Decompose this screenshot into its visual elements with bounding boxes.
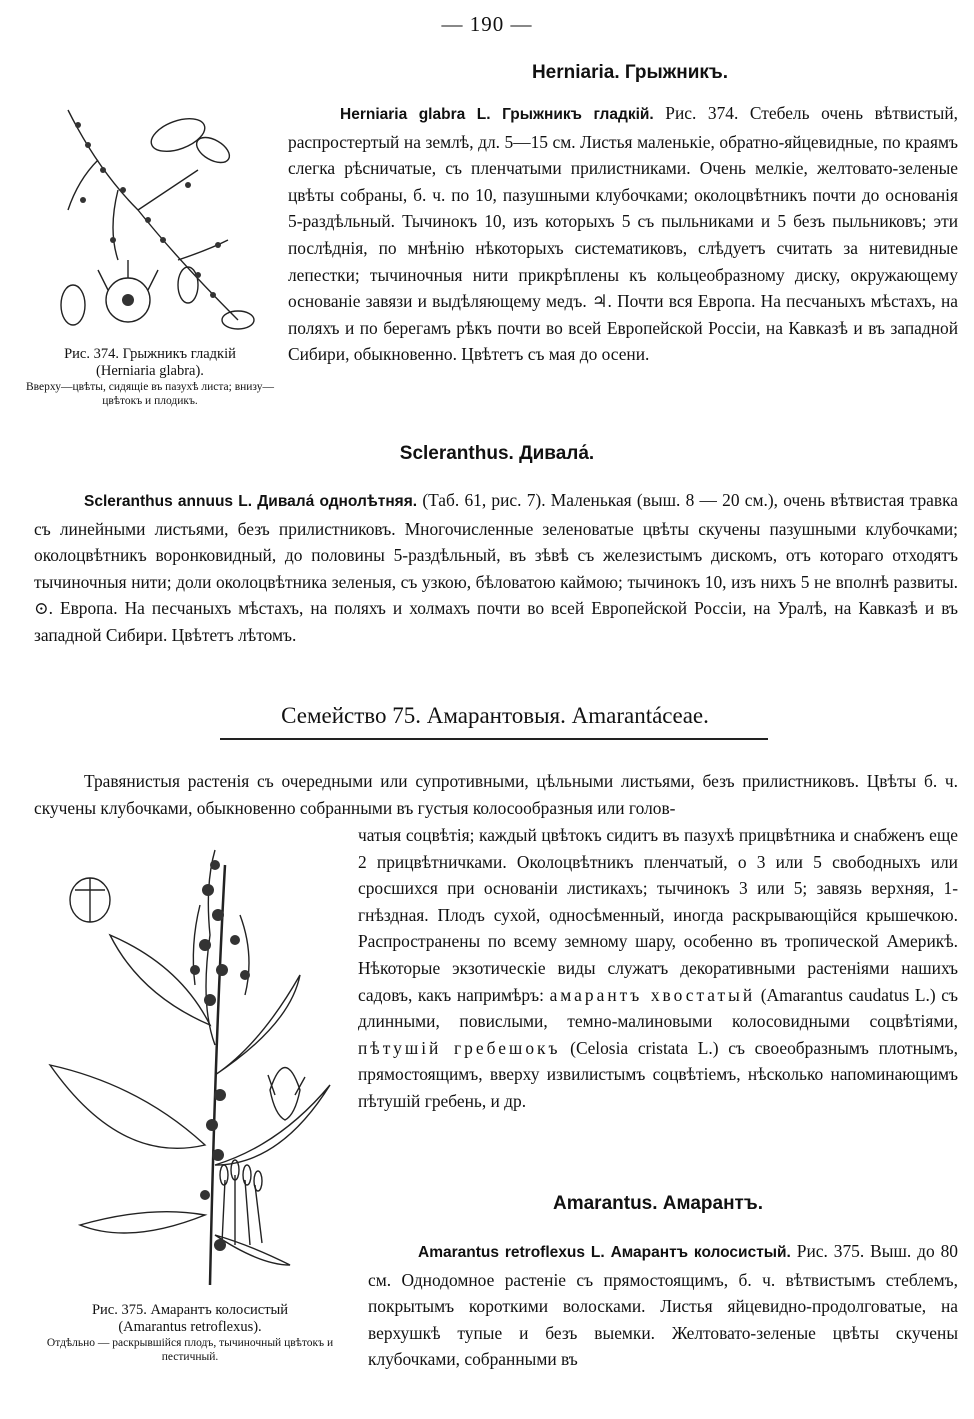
scleranthus-latin-name: Scleranthus annuus L. xyxy=(84,493,253,510)
family-intro-text-2b: съ длинными, повислыми, темно-малиновыми колосовидными соцвѣтіями, xyxy=(358,984,959,1032)
scleranthus-body-1: (Таб. 61, рис. 7). Маленькая (выш. 8 — 20 см.), очень вѣтвистая травка съ линейными листьями, безъ прилистниковъ. Многочисленные зеленоватые цвѣты скучены пазушными клубочками; околоцвѣтникъ воронковидный, до половины 5-раздѣльный, въ зѣвѣ съ железистымъ дискомъ, отъ котораго отходятъ тычиночныя нити; доли околоцвѣтника зеленыя, съ узкою, бѣловатою каймою; тычинокъ 10, изъ нихъ 5 не вполнѣ развиты. xyxy=(34,490,958,592)
family-intro-text-1: Травянистыя растенія съ очередными или супротивными, цѣльными листьями, безъ прилистниковъ. Цвѣты б. ч. скучены клубочками, обыкновенно собранными въ густыя колосообразныя или голов- xyxy=(34,771,958,818)
herniaria-russian-name: Грыжникъ гладкій. xyxy=(502,106,654,123)
amarantus-body: Рис. 375. Выш. до 80 см. Однодомное растеніе съ прямостоящимъ, б. ч. вѣтвистымъ стеблемъ, покрытымъ короткими волосками. Листья яйцевидно-продолговатые, на верхушкѣ тупые и безъ выемки. Желтовато-зеленые цвѣты скучены клубочками, собранными въ xyxy=(368,1241,958,1370)
figure-374-latin: (Herniaria glabra). xyxy=(96,363,204,379)
amarantus-latin-name: Amarantus retroflexus L. xyxy=(418,1244,605,1261)
family-intro-text-2a: чатыя соцвѣтія; каждый цвѣтокъ сидитъ въ пазухѣ прицвѣтника и снабженъ еще 2 прицвѣтничками. Околоцвѣтникъ пленчатый, о 3 или 5 свободныхъ или сросшихся при основаніи листикахъ; тычинокъ 3 или 5; завязь верхняя, 1-гнѣздная. Плодъ сухой, односѣменный, иногда раскрывающійся крышечкою. Распространены по всему земному шару, особенно въ тропической Америкѣ. Нѣкоторые экзотическіе виды служатъ декоративными растеніями нашихъ садовъ, какъ напримѣръ: xyxy=(358,825,958,1005)
celosia-name: пѣтушій гребешокъ xyxy=(358,1037,561,1058)
figure-374-caption xyxy=(25,346,275,408)
herniaria-latin-name: Herniaria glabra L. xyxy=(340,106,491,123)
perennial-symbol: ♃ xyxy=(591,291,608,312)
figure-375-title: Рис. 375. Амарантъ колосистый xyxy=(91,1302,289,1318)
amarantus-heading: Amarantus. Амарантъ. xyxy=(553,1193,763,1214)
scleranthus-heading: Scleranthus. Дивала́. xyxy=(399,443,595,464)
figure-375-note: Отдѣльно — раскрывшійся плодъ, тычиночный цвѣтокъ и пестичный. xyxy=(46,1337,334,1363)
family-intro-text-2c: съ своеобразнымъ плотнымъ, прямостоящимъ, вверху извилистымъ соцвѣтіемъ, нѣсколько напоминающимъ пѣтушій гребень, и др. xyxy=(358,1037,958,1111)
family-heading: Семейство 75. Амарантовыя. Amarantáceae. xyxy=(281,703,709,728)
amaranthus-illustration xyxy=(40,845,340,1295)
amarantus-description xyxy=(368,1238,958,1373)
scleranthus-body-2: . Европа. На песчаныхъ мѣстахъ, на поляхъ и холмахъ почти во всей Европейской Россіи, на Уралѣ, на Кавказѣ и въ западной Сибири. Цвѣтетъ лѣтомъ. xyxy=(34,598,958,645)
figure-374-note: Вверху—цвѣты, сидящіе въ пазухѣ листа; внизу—цвѣтокъ и плодикъ. xyxy=(26,381,274,407)
figure-374-title: Рис. 374. Грыжникъ гладкій xyxy=(64,346,236,362)
herniaria-heading: Herniaria. Грыжникъ. xyxy=(531,62,729,83)
amaranth-caudatus-name: амарантъ хвостатый xyxy=(549,984,756,1005)
annual-symbol: ⊙ xyxy=(34,598,49,619)
scleranthus-russian-name: Дивала́ однолѣтняя. xyxy=(257,493,418,510)
celosia-latin: (Celosia cristata L.) xyxy=(560,1037,719,1058)
figure-375-latin: (Amarantus retroflexus). xyxy=(118,1319,262,1335)
herniaria-body-2: . Почти вся Европа. На песчаныхъ мѣстахъ, на поляхъ и по берегамъ рѣкъ почти во всей Европейской Россіи, на Кавказѣ и въ западной Сибири, обыкновенно. Цвѣтетъ съ мая до осени. xyxy=(288,291,958,365)
amaranth-caudatus-latin: (Amarantus caudatus L.) xyxy=(755,984,936,1005)
page-number: — 190 — xyxy=(441,12,533,36)
family-intro-2 xyxy=(358,822,958,1115)
family-heading-rule xyxy=(220,738,768,740)
figure-375-caption xyxy=(25,1302,355,1364)
family-intro-1 xyxy=(34,768,958,821)
herniaria-description xyxy=(288,100,958,368)
scleranthus-description xyxy=(34,487,958,649)
amarantus-russian-name: Амарантъ колосистый. xyxy=(610,1244,791,1261)
herniaria-body-1: Рис. 374. Стебель очень вѣтвистый, распростертый на землѣ, дл. 5—15 см. Листья маленькіе, обратно-яйцевидные, по краямъ слегка рѣсничатые, съ пленчатыми прилистниками. Очень мелкіе, желтовато-зеленые цвѣты собраны, б. ч. по 10, пазушными клубочками; околоцвѣтникъ почти до основанія 5-раздѣльный. Тычинокъ 10, изъ которыхъ 5 съ пыльниками и 5 безъ пыльниковъ; эти послѣднія, по мнѣнію нѣкоторыхъ систематиковъ, слѣдуетъ считать за нитевидные лепестки; тычиночныя нити прикрѣплены къ кольцеобразному диску, окружающему основаніе завязи и выдѣляющему медъ. xyxy=(288,103,959,312)
herniaria-illustration xyxy=(38,90,268,340)
